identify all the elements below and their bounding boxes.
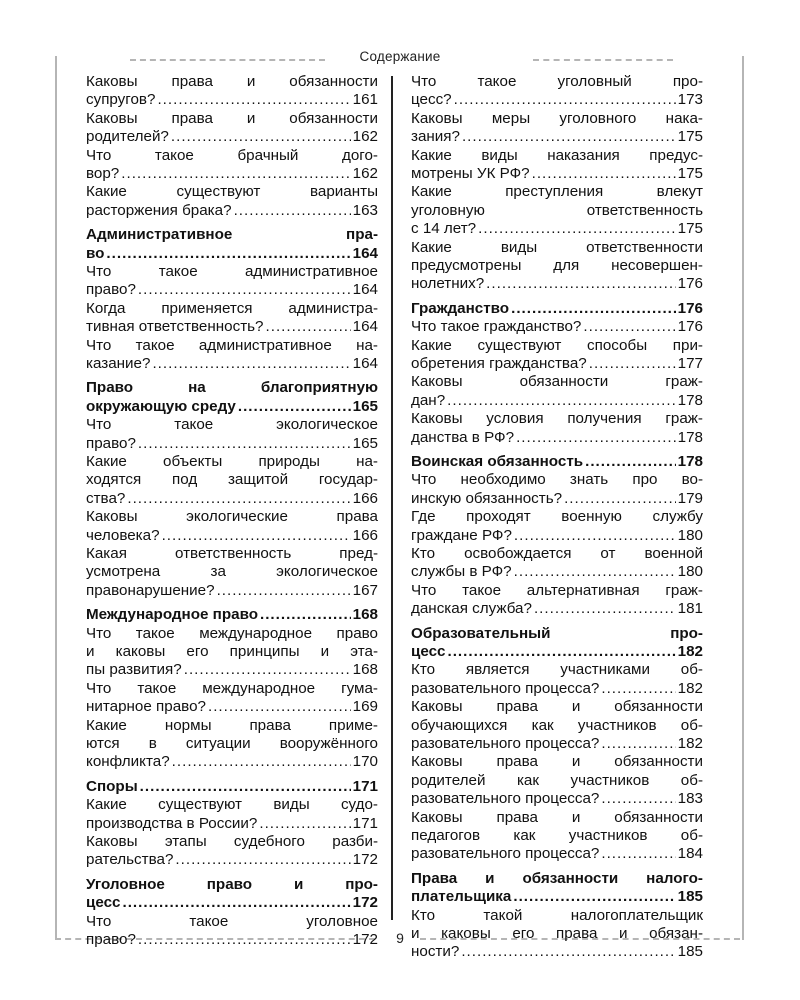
toc-entry-leader-line xyxy=(86,851,378,869)
toc-entry-leader-line xyxy=(411,790,703,808)
toc-entry-line: Каковы обязанности граж- xyxy=(411,373,703,391)
toc-entry-leader-line xyxy=(411,165,703,183)
toc-page-number: 168 xyxy=(352,606,378,624)
toc-entry-line: Кто такой налогоплательщик xyxy=(411,906,703,924)
page-number: 9 xyxy=(396,930,404,946)
dot-leader xyxy=(122,894,350,912)
toc-entry xyxy=(86,300,378,337)
dot-leader xyxy=(601,680,675,698)
toc-entry-leader-line xyxy=(411,735,703,753)
toc-entry-line: Каковы условия получения граж- xyxy=(411,410,703,428)
toc-entry-leader-line xyxy=(411,888,703,906)
toc-page-number: 185 xyxy=(677,888,703,906)
toc-entry xyxy=(86,717,378,772)
toc-entry-line: Административное пра- xyxy=(86,226,378,244)
toc-page-number: 165 xyxy=(352,434,378,452)
toc-entry-line: Когда применяется администра- xyxy=(86,299,378,317)
toc-entry-line: и каковы его права и обязан- xyxy=(411,924,703,942)
toc-page-number: 161 xyxy=(352,91,378,109)
dot-leader xyxy=(127,490,350,508)
toc-entry xyxy=(86,110,378,147)
toc-entry-title: вор? xyxy=(86,164,120,182)
toc-entry-leader-line xyxy=(411,128,703,146)
toc-entry-line: Кто освобождается от военной xyxy=(411,544,703,562)
toc-page-number: 182 xyxy=(677,734,703,752)
toc-entry xyxy=(86,508,378,545)
toc-entry-line: Каковы меры уголовного нака- xyxy=(411,109,703,127)
toc-entry-leader-line xyxy=(86,753,378,771)
toc-entry-leader-line xyxy=(86,318,378,336)
toc-entry-line: Что такое административное xyxy=(86,262,378,280)
toc-entry-title: право? xyxy=(86,434,136,452)
toc-entry-leader-line xyxy=(86,165,378,183)
toc-page-number: 164 xyxy=(352,281,378,299)
toc-entry-title: конфликта? xyxy=(86,753,170,771)
toc-entry-title: во xyxy=(86,244,105,262)
toc-entry-title: тивная ответственность? xyxy=(86,318,264,336)
toc-entry-line: Какие виды наказания предус- xyxy=(411,146,703,164)
toc-entry-line: Кто является участниками об- xyxy=(411,661,703,679)
toc-entry-line: Какие виды ответственности xyxy=(411,238,703,256)
toc-entry-title: обретения гражданства? xyxy=(411,354,587,372)
dot-leader xyxy=(447,643,675,661)
toc-entry-line: Каковы экологические права xyxy=(86,508,378,526)
toc-entry-title: разовательного процесса? xyxy=(411,679,600,697)
toc-entry-line: Что такое административное на- xyxy=(86,336,378,354)
toc-entry-line: Где проходят военную службу xyxy=(411,508,703,526)
toc-entry-line: Каковы права и обязанности xyxy=(411,753,703,771)
toc-entry xyxy=(411,337,703,374)
toc-page-number: 162 xyxy=(352,164,378,182)
toc-entry xyxy=(411,410,703,447)
toc-entry xyxy=(411,373,703,410)
toc-entry-title: право? xyxy=(86,930,136,948)
toc-entry xyxy=(86,416,378,453)
toc-page-number: 175 xyxy=(677,220,703,238)
toc-entry-line: Что такое альтернативная граж- xyxy=(411,581,703,599)
toc-entry-line: Какая ответственность пред- xyxy=(86,544,378,562)
toc-page-number: 175 xyxy=(677,128,703,146)
dot-leader xyxy=(121,165,350,183)
dot-leader xyxy=(534,600,676,618)
toc-entry-title: расторжения брака? xyxy=(86,201,232,219)
toc-entry-title: граждане РФ? xyxy=(411,526,512,544)
toc-entry xyxy=(86,625,378,680)
toc-section-heading xyxy=(411,870,703,907)
toc-section-heading xyxy=(86,226,378,263)
toc-page-number: 172 xyxy=(352,851,378,869)
toc-entry-title: зания? xyxy=(411,128,460,146)
dot-leader xyxy=(585,453,676,471)
toc-entry xyxy=(411,545,703,582)
toc-entry-title: цесс xyxy=(86,894,121,912)
toc-entry-title: родителей? xyxy=(86,128,169,146)
toc-entry-line: Что такое экологическое xyxy=(86,416,378,434)
toc-entry-title: службы в РФ? xyxy=(411,563,512,581)
toc-entry-title: данства в РФ? xyxy=(411,428,515,446)
toc-entry-line: Права и обязанности налого- xyxy=(411,869,703,887)
toc-entry xyxy=(86,545,378,600)
toc-entry-title: с 14 лет? xyxy=(411,220,477,238)
dot-leader xyxy=(260,606,351,624)
toc-page-number: 178 xyxy=(677,391,703,409)
toc-page-number: 175 xyxy=(677,164,703,182)
toc-entry-line: Уголовное право и про- xyxy=(86,875,378,893)
toc-entry-leader-line xyxy=(411,680,703,698)
toc-entry xyxy=(411,753,703,808)
toc-page-number: 170 xyxy=(352,753,378,771)
dot-leader xyxy=(175,851,350,869)
toc-entry-line: Что такое международное гума- xyxy=(86,679,378,697)
toc-entry-leader-line xyxy=(411,643,703,661)
toc-page-number: 177 xyxy=(677,354,703,372)
toc-page-number: 169 xyxy=(352,698,378,716)
toc-entry-leader-line xyxy=(86,606,378,624)
toc-page-number: 173 xyxy=(677,91,703,109)
toc-page-number: 166 xyxy=(352,489,378,507)
dot-leader xyxy=(513,888,675,906)
toc-entry-line: родителей как участников об- xyxy=(411,771,703,789)
toc-entry-leader-line xyxy=(86,527,378,545)
toc-entry-leader-line xyxy=(86,815,378,833)
toc-entry-line: Какие существуют варианты xyxy=(86,183,378,201)
toc-entry xyxy=(86,453,378,508)
toc-page-number: 171 xyxy=(352,814,378,832)
toc-entry-line: Каковы права и обязанности xyxy=(411,808,703,826)
toc-entry-title: разовательного процесса? xyxy=(411,790,600,808)
toc-entry-leader-line xyxy=(86,398,378,416)
toc-entry-leader-line xyxy=(86,435,378,453)
toc-entry-leader-line xyxy=(411,429,703,447)
toc-entry-title: производства в России? xyxy=(86,814,258,832)
toc-entry xyxy=(86,73,378,110)
toc-entry-line: Какие объекты природы на- xyxy=(86,452,378,470)
dot-leader xyxy=(162,527,351,545)
toc-entry-line: Что такое международное право xyxy=(86,624,378,642)
toc-page-number: 176 xyxy=(677,318,703,336)
toc-entry xyxy=(411,147,703,184)
toc-entry-title: Споры xyxy=(86,777,138,795)
toc-page-number: 178 xyxy=(677,452,703,470)
toc-page-number: 164 xyxy=(352,244,378,262)
toc-entry-title: плательщика xyxy=(411,888,512,906)
toc-entry-leader-line xyxy=(411,845,703,863)
toc-page-number: 164 xyxy=(352,354,378,372)
toc-entry-title: инскую обязанность? xyxy=(411,489,563,507)
toc-entry-title: дан? xyxy=(411,391,446,409)
toc-entry-line: Каковы права и обязанности xyxy=(86,73,378,90)
toc-page-number: 165 xyxy=(352,397,378,415)
toc-entry-leader-line xyxy=(411,318,703,336)
dot-leader xyxy=(516,429,676,447)
toc-entry-title: нолетних? xyxy=(411,275,485,293)
dot-leader xyxy=(138,281,351,299)
toc-entry-leader-line xyxy=(411,392,703,410)
toc-entry xyxy=(86,147,378,184)
toc-section-heading xyxy=(86,876,378,913)
dot-leader xyxy=(447,392,676,410)
dot-leader xyxy=(478,220,676,238)
toc-entry-line: Образовательный про- xyxy=(411,624,703,642)
toc-page-number: 172 xyxy=(352,930,378,948)
dot-leader xyxy=(514,563,676,581)
toc-entry-leader-line xyxy=(411,355,703,373)
toc-entry-leader-line xyxy=(411,275,703,293)
toc-entry-title: окружающую среду xyxy=(86,397,236,415)
toc-entry-leader-line xyxy=(86,490,378,508)
toc-entry-line: уголовную ответственность xyxy=(411,201,703,219)
dot-leader xyxy=(234,202,351,220)
toc-page-number: 162 xyxy=(352,128,378,146)
toc-entry-leader-line xyxy=(411,220,703,238)
toc-entry-leader-line xyxy=(411,490,703,508)
toc-entry xyxy=(411,698,703,753)
toc-page-number: 171 xyxy=(352,777,378,795)
dot-leader xyxy=(514,527,676,545)
toc-entry-leader-line xyxy=(411,563,703,581)
toc-entry-leader-line xyxy=(86,778,378,796)
toc-entry xyxy=(86,833,378,870)
toc-section-heading xyxy=(86,778,378,796)
toc-entry xyxy=(411,508,703,545)
dot-leader xyxy=(138,435,351,453)
toc-page-number: 176 xyxy=(677,275,703,293)
toc-entry-title: Что такое гражданство? xyxy=(411,318,582,336)
toc-page-number: 180 xyxy=(677,563,703,581)
dot-leader xyxy=(171,128,351,146)
dot-leader xyxy=(157,91,350,109)
toc-page-number: 166 xyxy=(352,526,378,544)
toc-section-heading xyxy=(411,300,703,318)
dot-leader xyxy=(266,318,351,336)
dot-leader xyxy=(208,698,351,716)
toc-entry-title: ства? xyxy=(86,489,126,507)
toc-entry-line: Какие существуют виды судо- xyxy=(86,796,378,814)
toc-entry-leader-line xyxy=(86,661,378,679)
dot-leader xyxy=(461,943,675,961)
toc-entry xyxy=(411,809,703,864)
toc-entry-title: данская служба? xyxy=(411,600,532,618)
toc-entry-line: Каковы права и обязанности xyxy=(411,698,703,716)
toc-entry-line: педагогов как участников об- xyxy=(411,826,703,844)
toc-entry-title: Международное право xyxy=(86,606,258,624)
toc-page-number: 176 xyxy=(677,299,703,317)
toc-entry xyxy=(411,471,703,508)
toc-entry-leader-line xyxy=(411,300,703,318)
dot-leader xyxy=(532,165,676,183)
toc-section-heading xyxy=(411,625,703,662)
dot-leader xyxy=(184,661,351,679)
toc-entry-line: Каковы права и обязанности xyxy=(86,109,378,127)
toc-entry-line: усмотрена за экологическое xyxy=(86,563,378,581)
toc-entry xyxy=(411,318,703,336)
toc-entry-line: Что такое уголовный про- xyxy=(411,73,703,90)
toc-entry-leader-line xyxy=(86,245,378,263)
toc-entry-leader-line xyxy=(86,91,378,109)
toc-page-number: 185 xyxy=(677,943,703,961)
toc-entry-leader-line xyxy=(411,527,703,545)
toc-entry-leader-line xyxy=(86,582,378,600)
toc-entry xyxy=(411,183,703,238)
toc-entry-title: Гражданство xyxy=(411,299,510,317)
dot-leader xyxy=(589,355,676,373)
toc-entry-line: ходятся под защитой государ- xyxy=(86,471,378,489)
toc-page-number: 182 xyxy=(677,679,703,697)
toc-page-number: 180 xyxy=(677,526,703,544)
dot-leader xyxy=(511,300,676,318)
toc-entry-title: ности? xyxy=(411,943,460,961)
toc-entry-line: Какие нормы права приме- xyxy=(86,716,378,734)
toc-page-number: 179 xyxy=(677,489,703,507)
toc-entry-leader-line xyxy=(411,91,703,109)
toc-entry-line: Какие существуют способы при- xyxy=(411,336,703,354)
toc-entry-title: человека? xyxy=(86,526,160,544)
toc-section-heading xyxy=(86,379,378,416)
toc-page-number: 163 xyxy=(352,201,378,219)
dot-leader xyxy=(140,778,351,796)
toc-entry-leader-line xyxy=(411,600,703,618)
toc-entry-leader-line xyxy=(411,453,703,471)
dot-leader xyxy=(172,753,351,771)
toc-entry-title: нитарное право? xyxy=(86,698,206,716)
toc-entry xyxy=(411,239,703,294)
dot-leader xyxy=(217,582,351,600)
toc-entry-title: рательства? xyxy=(86,851,174,869)
toc-entry xyxy=(86,796,378,833)
toc-entry-title: Воинская обязанность xyxy=(411,452,584,470)
toc-section-heading xyxy=(86,606,378,624)
toc-entry-line: предусмотрены для несовершен- xyxy=(411,256,703,274)
toc-entry-line: Что такое брачный дого- xyxy=(86,146,378,164)
dot-leader xyxy=(152,355,350,373)
toc-page-number: 164 xyxy=(352,318,378,336)
dot-leader xyxy=(486,275,675,293)
toc-entry xyxy=(86,183,378,220)
toc-page-number: 184 xyxy=(677,845,703,863)
toc-entry-title: разовательного процесса? xyxy=(411,734,600,752)
toc-entry-title: правонарушение? xyxy=(86,581,215,599)
dot-leader xyxy=(601,790,675,808)
toc-section-heading xyxy=(411,453,703,471)
toc-entry xyxy=(411,73,703,110)
toc-entry-line: ются в ситуации вооружённого xyxy=(86,734,378,752)
dot-leader xyxy=(259,815,350,833)
toc-column-left xyxy=(86,73,378,949)
toc-entry xyxy=(411,110,703,147)
toc-column-right xyxy=(411,73,703,962)
toc-entry-line: обучающихся как участников об- xyxy=(411,716,703,734)
toc-page-number: 182 xyxy=(677,642,703,660)
toc-entry-title: супругов? xyxy=(86,91,156,109)
toc-page-number: 181 xyxy=(677,600,703,618)
toc-entry xyxy=(86,337,378,374)
toc-entry-leader-line xyxy=(411,943,703,961)
dot-leader xyxy=(106,245,350,263)
toc-entry-title: мотрены УК РФ? xyxy=(411,164,530,182)
toc-page-number: 183 xyxy=(677,790,703,808)
toc-entry xyxy=(411,661,703,698)
toc-entry-title: право? xyxy=(86,281,136,299)
toc-entry xyxy=(86,263,378,300)
toc-entry-line: Каковы этапы судебного разби- xyxy=(86,832,378,850)
toc-page-number: 168 xyxy=(352,661,378,679)
toc-page-number: 167 xyxy=(352,581,378,599)
dot-leader xyxy=(564,490,676,508)
toc-entry-title: цесс xyxy=(411,642,446,660)
running-header: Содержание xyxy=(359,49,441,64)
toc-entry xyxy=(411,582,703,619)
toc-entry xyxy=(86,680,378,717)
toc-entry-line: Что необходимо знать про во- xyxy=(411,471,703,489)
dot-leader xyxy=(601,735,675,753)
dot-leader xyxy=(238,398,351,416)
toc-entry-title: разовательного процесса? xyxy=(411,845,600,863)
toc-entry-leader-line xyxy=(86,128,378,146)
dot-leader xyxy=(583,318,675,336)
toc-entry-title: пы развития? xyxy=(86,661,182,679)
toc-page-number: 178 xyxy=(677,428,703,446)
toc-entry-leader-line xyxy=(86,698,378,716)
toc-page-number: 172 xyxy=(352,894,378,912)
toc-entry-line: Что такое уголовное xyxy=(86,912,378,930)
toc-entry-leader-line xyxy=(86,355,378,373)
toc-entry-leader-line xyxy=(86,894,378,912)
dot-leader xyxy=(462,128,676,146)
column-divider xyxy=(391,76,393,920)
dot-leader xyxy=(601,845,675,863)
toc-entry-line: Какие преступления влекут xyxy=(411,183,703,201)
toc-entry-leader-line xyxy=(86,281,378,299)
toc-entry-leader-line xyxy=(86,202,378,220)
dot-leader xyxy=(454,91,676,109)
toc-entry-title: казание? xyxy=(86,354,151,372)
toc-entry-title: цесс? xyxy=(411,91,452,109)
toc-entry-line: и каковы его принципы и эта- xyxy=(86,642,378,660)
toc-entry-line: Право на благоприятную xyxy=(86,379,378,397)
